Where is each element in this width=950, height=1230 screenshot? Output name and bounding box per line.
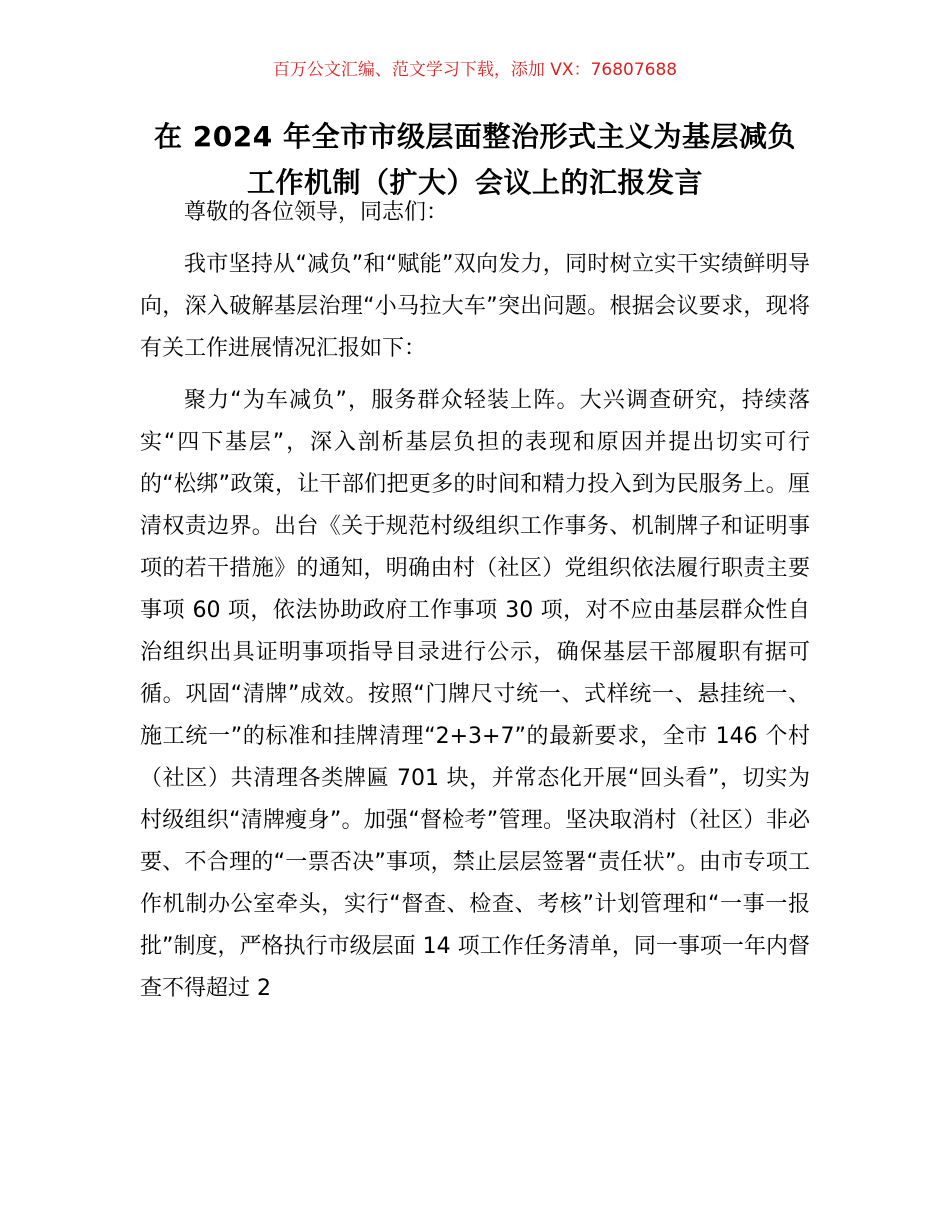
- paragraph-intro: 我市坚持从“减负”和“赋能”双向发力，同时树立实干实绩鲜明导向，深入破解基层治理“小马拉大车”突出问题。根据会议要求，现将有关工作进展情况汇报如下：: [140, 252, 810, 361]
- paragraph-reduce-burden: 聚力“为车减负”，服务群众轻装上阵。大兴调查研究，持续落实“四下基层”，深入剖析基层负担的表现和原因并提出切实可行的“松绑”政策，让干部们把更多的时间和精力投入到为民服务上。厘清权责边界。出台《关于规范村级组织工作事务、机制牌子和证明事项的若干措施》的通知，明确由村（社区）党组织依法履行职责主要事项 60 项，依法协助政府工作事项 30 项，对不应由基层群众性自治组织出具证明事项指导目录进行公示，确保基层干部履职有据可循。巩固“清牌”成效。按照“门牌尺寸统一、式样统一、悬挂统一、施工统一”的标准和挂牌清理“2+3+7”的最新要求，全市 146 个村（社区）共清理各类牌匾 701 块，并常态化开展“回头看”，切实为村级组织“清牌瘦身”。加强“督检考”管理。坚决取消村（社区）非必要、不合理的“一票否决”事项，禁止层层签署“责任状”。由市专项工作机制办公室牵头，实行“督查、检查、考核”计划管理和“一事一报批”制度，严格执行市级层面 14 项工作任务清单，同一事项一年内督查不得超过 2: [140, 388, 810, 1001]
- document-body: [140, 192, 810, 1010]
- salutation: 尊敬的各位领导，同志们：: [184, 200, 449, 225]
- document-title: 在 2024 年全市市级层面整治形式主义为基层减负工作机制（扩大）会议上的汇报发言: [154, 120, 796, 199]
- header-watermark-note: 百万公文汇编、范文学习下载，添加 VX：76807688: [272, 60, 678, 80]
